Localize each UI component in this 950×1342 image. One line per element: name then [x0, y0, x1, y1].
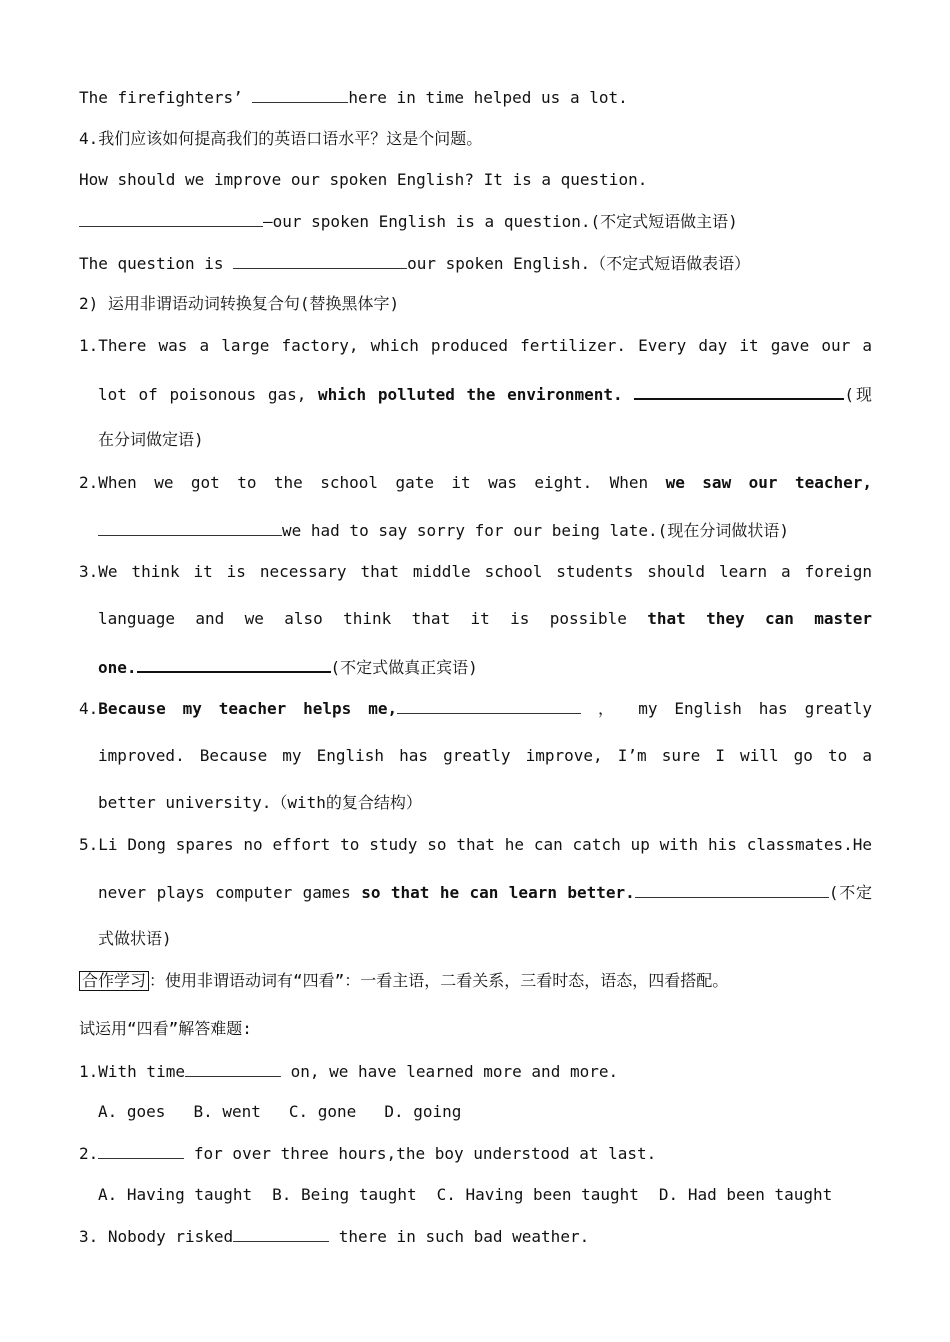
q1-line-2 [98, 382, 872, 406]
bold-text: we saw our teacher, [665, 473, 873, 492]
sentence-text: 3. Nobody risked [79, 1227, 234, 1246]
answer-blank[interactable] [634, 382, 844, 400]
sentence-text: —our spoken English is a question.(不定式短语做主语) [263, 212, 738, 231]
answer-blank[interactable] [185, 1060, 281, 1077]
bold-text: that they can master [647, 609, 872, 628]
sentence-text: language and we also think that it is possible [98, 609, 648, 628]
sentence-text: we had to say sorry for our being late.(现在分词做状语) [282, 521, 789, 540]
question-4-heading: 4.我们应该如何提高我们的英语口语水平？这是个问题。 [79, 129, 483, 148]
option-c[interactable]: C. gone [288, 1102, 357, 1121]
q1-line-3: 在分词做定语) [98, 430, 204, 449]
sentence-text: The question is [79, 254, 234, 273]
sentence-text: (不定式做真正宾语) [330, 658, 478, 677]
answer-blank[interactable] [137, 655, 331, 673]
mc1-stem [79, 1060, 872, 1083]
answer-blank[interactable] [98, 519, 282, 536]
answer-blank[interactable] [635, 881, 829, 898]
answer-blank[interactable] [233, 252, 407, 269]
mc3-stem [79, 1225, 872, 1248]
sentence-text: never plays computer games [98, 883, 362, 902]
q4-line-1 [79, 697, 872, 720]
rewrite-line-predicative [79, 252, 872, 275]
cooperative-learning-line [79, 970, 930, 992]
q4-line-3: better university.（with的复合结构） [98, 793, 422, 812]
sentence-line [79, 86, 872, 109]
option-a[interactable]: A. goes [98, 1102, 166, 1121]
boxed-tag: 合作学习 [79, 971, 149, 991]
answer-blank[interactable] [252, 86, 348, 103]
q5-line-3: 式做状语) [98, 929, 172, 948]
sentence-text: 1.With time [79, 1062, 185, 1081]
option-a[interactable]: A. Having taught [98, 1185, 253, 1204]
q2-line-2 [98, 519, 872, 542]
sentence-text: (现 [844, 385, 872, 404]
bold-text: so that he can learn better. [361, 883, 635, 902]
sentence-text: our spoken English.（不定式短语做表语） [407, 254, 751, 273]
q3-line-2 [98, 608, 872, 630]
section-heading: 2) 运用非谓语动词转换复合句(替换黑体字) [79, 294, 400, 313]
answer-blank[interactable] [79, 210, 263, 227]
question-4-english: How should we improve our spoken English? It is a question. [79, 170, 648, 189]
mc2-options [98, 1184, 872, 1206]
q5-line-2 [98, 881, 872, 904]
bold-text: which polluted the environment. [318, 385, 623, 404]
sentence-text: for over three hours,the boy understood at last. [184, 1144, 657, 1163]
try-instruction: 试运用“四看”解答难题: [79, 1019, 252, 1038]
mc2-stem [79, 1142, 872, 1165]
q2-line-1 [79, 472, 872, 494]
q4-line-2: improved. Because my English has greatly improve, I’m sure I will go to a [98, 746, 872, 765]
sentence-text: (不定 [828, 883, 872, 902]
answer-blank[interactable] [233, 1225, 329, 1242]
option-b[interactable]: B. Being taught [272, 1185, 417, 1204]
sentence-text: 2.When we got to the school gate it was eight. When [79, 473, 666, 492]
option-c[interactable]: C. Having been taught [436, 1185, 639, 1204]
option-b[interactable]: B. went [193, 1102, 261, 1121]
sentence-text: ：使用非谓语动词有“四看”：一看主语，二看关系，三看时态，语态，四看搭配。 [149, 971, 729, 990]
sentence-text: The firefighters’ [79, 88, 253, 107]
answer-blank[interactable] [397, 697, 581, 714]
q5-line-1: 5.Li Dong spares no effort to study so that he can catch up with his classmates.He [79, 835, 872, 854]
option-d[interactable]: D. going [384, 1102, 462, 1121]
sentence-text: there in such bad weather. [329, 1227, 590, 1246]
sentence-text: 2. [79, 1144, 99, 1163]
mc1-options [98, 1101, 872, 1123]
sentence-text: lot of poisonous gas, [98, 385, 318, 404]
rewrite-line-subject [79, 210, 872, 233]
answer-blank[interactable] [98, 1142, 184, 1159]
q3-line-1: 3.We think it is necessary that middle school students should learn a foreign [79, 562, 872, 581]
option-d[interactable]: D. Had been taught [658, 1185, 833, 1204]
q3-line-3 [98, 655, 872, 679]
sentence-text: ， my English has greatly [598, 699, 872, 718]
bold-text: Because my teacher helps me, [98, 699, 398, 718]
sentence-text: 4. [79, 699, 99, 718]
bold-text: one. [98, 658, 137, 677]
sentence-text: here in time helped us a lot. [348, 88, 628, 107]
q1-line-1: 1.There was a large factory, which produced fertilizer. Every day it gave our a [79, 336, 872, 355]
sentence-text: on, we have learned more and more. [280, 1062, 619, 1081]
